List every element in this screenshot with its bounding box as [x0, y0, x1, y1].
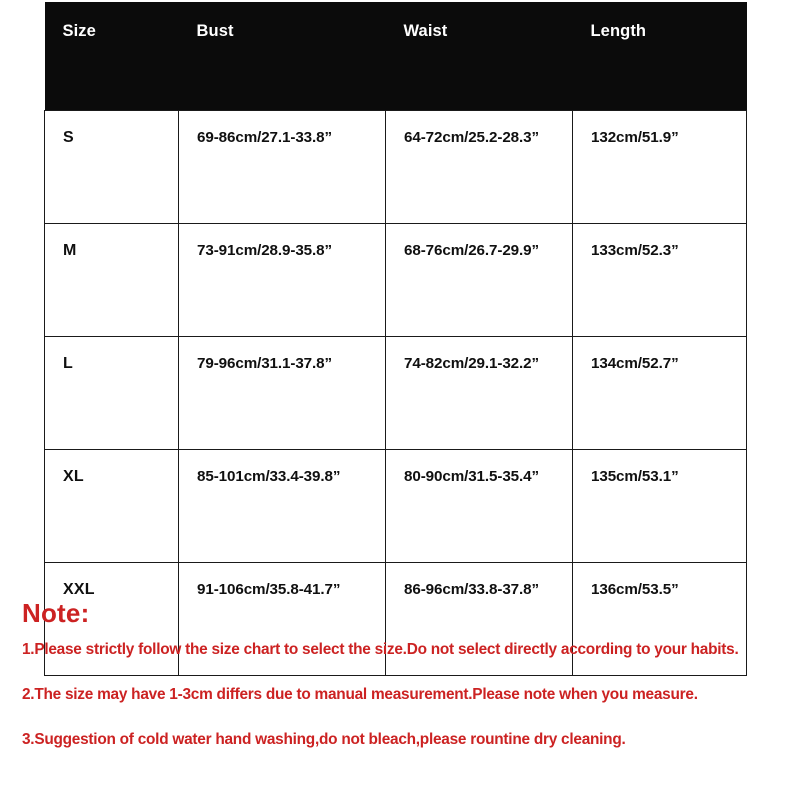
table-row	[45, 111, 747, 224]
cell-bust: 69-86cm/27.1-33.8”	[179, 111, 386, 224]
column-header-waist: Waist	[386, 2, 573, 111]
cell-size: XL	[45, 450, 179, 563]
cell-waist: 80-90cm/31.5-35.4”	[386, 450, 573, 563]
cell-bust: 73-91cm/28.9-35.8”	[179, 224, 386, 337]
table-row	[45, 224, 747, 337]
note-section	[22, 600, 792, 748]
table-header	[45, 2, 747, 111]
size-chart-table-wrapper	[44, 2, 746, 676]
cell-size: XXL	[45, 563, 179, 676]
cell-waist: 68-76cm/26.7-29.9”	[386, 224, 573, 337]
note-line-2: 2.The size may have 1-3cm differs due to manual measurement.Please note when you measure.	[22, 686, 698, 703]
cell-length: 135cm/53.1”	[573, 450, 747, 563]
cell-size: L	[45, 337, 179, 450]
cell-waist: 64-72cm/25.2-28.3”	[386, 111, 573, 224]
column-header-length: Length	[573, 2, 747, 111]
cell-length: 132cm/51.9”	[573, 111, 747, 224]
column-header-size: Size	[45, 2, 179, 111]
note-line-1: 1.Please strictly follow the size chart to select the size.Do not select directly according to your habits.	[22, 641, 739, 659]
cell-size: S	[45, 111, 179, 224]
table-row	[45, 337, 747, 450]
note-heading: Note:	[22, 598, 90, 628]
cell-length: 133cm/52.3”	[573, 224, 747, 337]
cell-bust: 91-106cm/35.8-41.7”	[179, 563, 386, 676]
table-header-row	[45, 2, 747, 111]
cell-waist: 86-96cm/33.8-37.8”	[386, 563, 573, 676]
note-line-3: 3.Suggestion of cold water hand washing,do not bleach,please rountine dry cleaning.	[22, 730, 626, 748]
size-chart-table	[44, 2, 747, 676]
column-header-bust: Bust	[179, 2, 386, 111]
cell-size: M	[45, 224, 179, 337]
cell-length: 134cm/52.7”	[573, 337, 747, 450]
table-row	[45, 450, 747, 563]
cell-length: 136cm/53.5”	[573, 563, 747, 676]
cell-bust: 85-101cm/33.4-39.8”	[179, 450, 386, 563]
cell-bust: 79-96cm/31.1-37.8”	[179, 337, 386, 450]
cell-waist: 74-82cm/29.1-32.2”	[386, 337, 573, 450]
table-body	[45, 111, 747, 676]
